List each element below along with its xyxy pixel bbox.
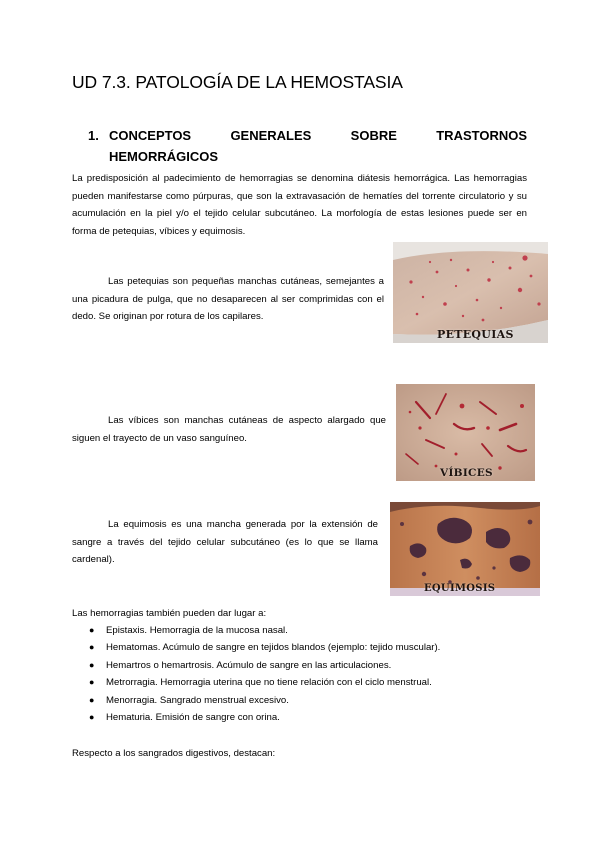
list-item: ● Epistaxis. Hemorragia de la mucosa nasal. [88,622,528,639]
petequias-image-label: PETEQUIAS [437,328,514,341]
section-heading-word: CONCEPTOS [109,128,192,143]
section-heading-word: TRASTORNOS [436,128,527,143]
digestivos-paragraph: Respecto a los sangrados digestivos, destacan: [72,748,276,759]
bullet-icon: ● [89,694,95,705]
equimosis-image-label: EQUIMOSIS [424,583,496,594]
petequias-image [393,242,548,343]
petequias-paragraph: Las petequias son pequeñas manchas cutáneas, semejantes a una picadura de pulga, que no desaparecen al ser comprimidas con el dedo. Se originan por rotura de los capilares. [72,276,384,323]
vibices-image-label: VÍBICES [440,467,493,479]
equimosis-paragraph: La equimosis es una mancha generada por la extensión de sangre a través del tejido celular subcutáneo (es lo que se llama cardenal). [72,519,378,566]
bullet-icon: ● [89,625,95,635]
section-heading-line-2: HEMORRÁGICOS [109,149,219,164]
list-item: ● Hematomas. Acúmulo de sangre en tejidos blandos (ejemplo: tejido muscular). [88,639,528,656]
bullet-icon: ● [89,677,95,688]
hemorragias-intro: Las hemorragias también pueden dar lugar a: [72,608,267,619]
vibices-image [396,384,535,481]
section-number: 1. [88,128,99,143]
section-heading-line-1 [109,125,527,146]
list-item: ● Hemartros o hemartrosis. Acúmulo de sangre en las articulaciones. [88,657,528,674]
intro-paragraph: La predisposición al padecimiento de hemorragias se denomina diátesis hemorrágica. Las hemorragias pueden manifestarse como púrpuras, que son la extravasación de hematíes del torrente circulatorio y su acumulación en la piel y/o el tejido celular subcutáneo. La morfología de estas lesiones puede ser en forma de petequias, víbices y equimosis. [72,173,527,237]
bullet-icon: ● [89,659,95,670]
hemorragias-list [88,622,528,726]
section-heading-word: GENERALES [230,128,312,143]
page-title: UD 7.3. PATOLOGÍA DE LA HEMOSTASIA [72,72,403,92]
bullet-icon: ● [89,642,95,653]
section-heading-word: SOBRE [350,128,397,143]
bullet-icon: ● [89,712,95,723]
list-item: ● Hematuria. Emisión de sangre con orina. [88,709,528,726]
equimosis-image [390,502,540,596]
list-item: ● Menorragia. Sangrado menstrual excesivo. [88,692,528,709]
list-item: ● Metrorragia. Hemorragia uterina que no tiene relación con el ciclo menstrual. [88,674,528,691]
vibices-paragraph: Las víbices son manchas cutáneas de aspecto alargado que siguen el trayecto de un vaso sanguíneo. [72,415,386,444]
